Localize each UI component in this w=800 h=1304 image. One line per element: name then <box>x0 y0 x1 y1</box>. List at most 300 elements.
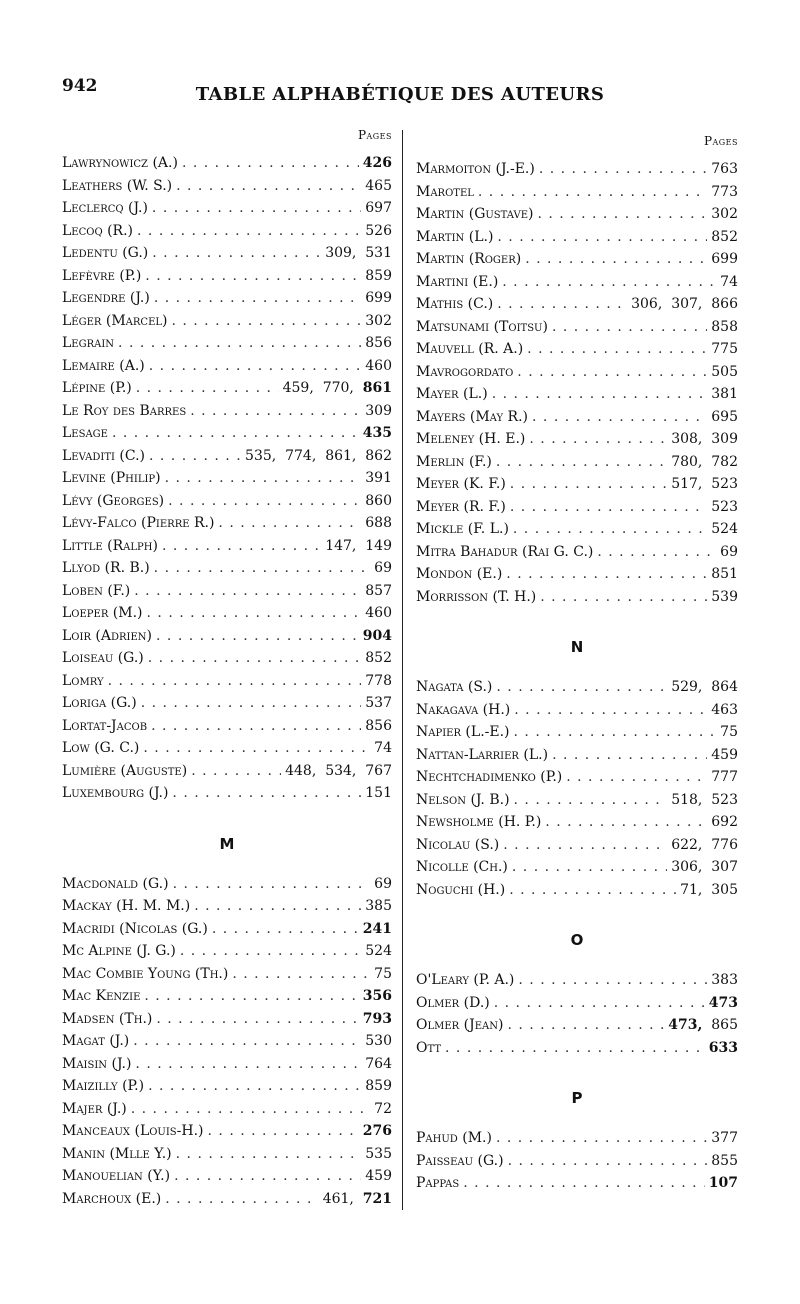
dot-leader <box>134 580 361 603</box>
page-refs <box>285 760 392 783</box>
index-entry <box>62 1053 392 1076</box>
dot-leader <box>148 1075 361 1098</box>
page-refs <box>720 271 738 294</box>
author-name: Lemaire (A.) <box>62 357 145 374</box>
page-ref: 858 <box>711 318 738 335</box>
index-entry <box>416 744 738 767</box>
page-refs <box>365 715 392 738</box>
dot-leader <box>512 856 667 879</box>
author-name: Luxembourg (J.) <box>62 785 169 801</box>
page-ref: 381 <box>711 386 738 402</box>
dot-leader <box>597 541 716 564</box>
dot-leader <box>112 422 359 445</box>
page-ref: 391 <box>365 470 392 486</box>
page-ref: 306, <box>631 296 663 312</box>
dot-leader <box>152 242 321 265</box>
page-refs <box>365 197 392 220</box>
page-refs <box>245 445 392 468</box>
page-ref: 72 <box>374 1100 392 1117</box>
page-refs <box>671 473 738 496</box>
dot-leader <box>507 1014 664 1037</box>
dot-leader <box>182 152 359 175</box>
dot-leader <box>492 383 708 406</box>
dot-leader <box>143 737 370 760</box>
index-entry <box>62 242 392 265</box>
dot-leader <box>513 518 707 541</box>
index-entry <box>416 856 738 879</box>
page-refs <box>711 1127 738 1150</box>
page-ref: 306, <box>671 859 703 875</box>
page-ref: 692 <box>711 814 738 830</box>
index-entry <box>62 310 392 333</box>
dot-leader <box>514 699 707 722</box>
page-ref: 904 <box>362 627 392 644</box>
index-entry <box>62 1075 392 1098</box>
page-ref: 531 <box>365 245 392 261</box>
dot-leader <box>494 992 705 1015</box>
page-refs <box>365 1143 392 1166</box>
dot-leader <box>133 1030 361 1053</box>
page-ref: 302 <box>711 206 738 222</box>
index-entry <box>62 1143 392 1166</box>
index-entry <box>62 400 392 423</box>
page-ref: 377 <box>711 1130 738 1146</box>
page-ref: 699 <box>711 251 738 267</box>
page-ref: 517, <box>671 476 703 492</box>
author-name: Leclercq (J.) <box>62 200 148 216</box>
index-entry <box>62 1030 392 1053</box>
index-entry <box>62 692 392 715</box>
dot-leader <box>514 789 668 812</box>
entry-list <box>416 969 738 1059</box>
author-name: Le Roy des Barres <box>62 402 187 419</box>
index-entry <box>62 557 392 580</box>
entry-list <box>416 1127 738 1195</box>
dot-leader <box>506 563 707 586</box>
page-ref: 773 <box>711 183 738 200</box>
left-column <box>62 128 392 1210</box>
dot-leader <box>172 782 361 805</box>
page-ref: 459 <box>711 746 738 763</box>
page-refs <box>365 692 392 715</box>
page-refs <box>711 496 738 519</box>
index-entry <box>416 248 738 271</box>
author-name: Meleney (H. E.) <box>416 431 526 447</box>
author-name: Nicolle (Ch.) <box>416 859 508 875</box>
dot-leader <box>525 248 707 271</box>
page-ref: 764 <box>365 1055 392 1072</box>
index-entry <box>416 789 738 812</box>
page-ref: 309, <box>325 245 357 261</box>
author-name: Olmer (D.) <box>416 994 490 1011</box>
index-entry <box>62 355 392 378</box>
author-name: Loben (F.) <box>62 582 131 599</box>
entry-list <box>62 152 392 805</box>
dot-leader <box>552 744 707 767</box>
index-entry <box>416 1014 738 1037</box>
index-entry <box>416 383 738 406</box>
page-refs <box>711 361 738 384</box>
page-ref: 308, <box>671 431 703 447</box>
dot-leader <box>131 1098 370 1121</box>
author-name: Lépine (P.) <box>62 380 132 396</box>
index-entry <box>416 293 738 316</box>
author-name: Nechtchadimenko (P.) <box>416 769 563 785</box>
index-entry <box>62 647 392 670</box>
page-title: TABLE ALPHABÉTIQUE DES AUTEURS <box>195 84 605 105</box>
index-entry <box>62 580 392 603</box>
page-refs <box>325 535 392 558</box>
index-entry <box>62 152 392 175</box>
author-name: Maisin (J.) <box>62 1055 132 1072</box>
page-ref: 74 <box>374 740 392 756</box>
author-name: Ott <box>416 1039 442 1056</box>
author-name: Marchoux (E.) <box>62 1190 162 1207</box>
page-refs <box>711 383 738 406</box>
page-ref: 465 <box>365 177 392 194</box>
page-refs <box>365 467 392 490</box>
section-letter-m: M <box>219 834 235 853</box>
dot-leader <box>162 535 321 558</box>
page-ref: 535, <box>245 447 277 464</box>
index-entry <box>62 918 392 941</box>
dot-leader <box>208 1120 359 1143</box>
page-refs <box>365 895 392 918</box>
dot-leader <box>141 692 362 715</box>
author-name: Lévy-Falco (Pierre R.) <box>62 515 215 531</box>
index-entry <box>62 332 392 355</box>
author-name: Pahud (M.) <box>416 1130 492 1146</box>
page-refs <box>374 1098 392 1121</box>
page-refs <box>668 1014 738 1037</box>
entry-list <box>62 873 392 1211</box>
page-refs <box>365 265 392 288</box>
page-ref: 777 <box>711 769 738 785</box>
page-ref: 307 <box>711 859 738 875</box>
page-refs <box>365 400 392 423</box>
page-ref: 861, <box>325 447 357 464</box>
page-ref: 473, <box>668 1017 703 1033</box>
dot-leader <box>508 1150 708 1173</box>
page-ref: 276 <box>362 1123 392 1139</box>
section-letter-o: O <box>570 931 584 949</box>
page-refs <box>709 1172 738 1195</box>
index-entry <box>62 1008 392 1031</box>
author-name: Marotel <box>416 183 474 200</box>
author-name: Martin (L.) <box>416 228 494 245</box>
page-refs <box>671 451 738 474</box>
page-refs <box>365 647 392 670</box>
author-name: Merlin (F.) <box>416 453 492 470</box>
page-ref: 302 <box>365 312 392 329</box>
author-name: Mayer (L.) <box>416 386 488 402</box>
index-entry <box>416 1172 738 1195</box>
author-name: Madsen (Th.) <box>62 1010 153 1027</box>
page-refs <box>365 602 392 625</box>
author-name: Loeper (M.) <box>62 605 143 621</box>
author-name: Loiseau (G.) <box>62 650 144 666</box>
index-entry <box>416 811 738 834</box>
page-ref: 426 <box>362 155 392 171</box>
page-refs <box>363 1008 392 1031</box>
page-ref: 855 <box>711 1152 738 1169</box>
author-name: Ledentu (G.) <box>62 245 149 261</box>
page-ref: 385 <box>365 898 392 914</box>
dot-leader <box>176 175 361 198</box>
page-refs <box>631 293 738 316</box>
author-name: Loir (Adrien) <box>62 627 153 644</box>
author-name: Manin (Mlle Y.) <box>62 1145 172 1162</box>
right-column <box>416 134 738 1195</box>
author-name: Maizilly (P.) <box>62 1078 145 1094</box>
dot-leader <box>145 265 361 288</box>
index-entry <box>62 873 392 896</box>
dot-leader <box>135 1053 361 1076</box>
entry-list <box>416 158 738 608</box>
page-refs <box>671 676 738 699</box>
page-ref: 518, <box>671 791 703 808</box>
index-entry <box>416 1037 738 1060</box>
dot-leader <box>137 220 361 243</box>
dot-leader <box>539 158 707 181</box>
dot-leader <box>218 512 361 535</box>
index-entry <box>416 518 738 541</box>
author-name: Martini (E.) <box>416 273 499 290</box>
dot-leader <box>537 203 707 226</box>
index-entry <box>62 287 392 310</box>
index-entry <box>62 445 392 468</box>
page-ref: 523 <box>711 498 738 515</box>
dot-leader <box>191 760 281 783</box>
author-name: Nakagava (H.) <box>416 701 511 718</box>
author-name: Mavrogordato <box>416 363 514 380</box>
page-refs <box>711 1150 738 1173</box>
page-ref: 107 <box>708 1175 738 1191</box>
author-name: Mickle (F. L.) <box>416 521 509 537</box>
author-name: Mondon (E.) <box>416 566 503 582</box>
page-ref: 435 <box>362 425 392 441</box>
page-refs <box>365 220 392 243</box>
index-entry <box>62 1188 392 1211</box>
dot-leader <box>540 586 707 609</box>
page-ref: 149 <box>365 537 392 554</box>
dot-leader <box>144 985 358 1008</box>
author-name: Lumière (Auguste) <box>62 762 188 779</box>
page-ref: 775 <box>711 341 738 357</box>
page-ref: 851 <box>711 566 738 582</box>
dot-leader <box>503 834 667 857</box>
index-entry <box>62 940 392 963</box>
dot-leader <box>176 1143 362 1166</box>
page-ref: 383 <box>711 972 738 988</box>
author-name: Nicolau (S.) <box>416 836 500 853</box>
page-ref: 774, <box>285 447 317 464</box>
dot-leader <box>445 1037 705 1060</box>
dot-leader <box>171 310 361 333</box>
page-ref: 782 <box>711 453 738 470</box>
page-ref: 622, <box>671 836 703 853</box>
page-ref: 721 <box>362 1190 392 1207</box>
page-refs <box>374 557 392 580</box>
author-name: Legrain <box>62 335 115 351</box>
author-name: Lawrynowicz (A.) <box>62 155 178 171</box>
page-ref: 524 <box>711 521 738 537</box>
author-name: Marmoiton (J.-E.) <box>416 161 535 177</box>
page-ref: 793 <box>362 1010 392 1027</box>
page-refs <box>365 580 392 603</box>
index-entry <box>62 265 392 288</box>
dot-leader <box>527 338 707 361</box>
page-ref: 861 <box>362 380 392 396</box>
page-refs <box>365 512 392 535</box>
index-entry <box>416 992 738 1015</box>
page-ref: 524 <box>365 943 392 959</box>
page-ref: 461, <box>322 1190 354 1207</box>
index-entry <box>62 625 392 648</box>
author-name: Lortat-Jacob <box>62 717 148 734</box>
index-entry <box>416 316 738 339</box>
page-refs <box>711 158 738 181</box>
dot-leader <box>545 811 707 834</box>
page-ref: 530 <box>365 1033 392 1049</box>
page-refs <box>365 1075 392 1098</box>
dot-leader <box>136 377 279 400</box>
dot-leader <box>156 1008 358 1031</box>
page-refs <box>365 175 392 198</box>
dot-leader <box>463 1172 705 1195</box>
page-refs <box>711 766 738 789</box>
page-ref: 523 <box>711 476 738 492</box>
dot-leader <box>194 895 361 918</box>
page-refs <box>680 879 738 902</box>
page-ref: 856 <box>365 717 392 734</box>
page-refs <box>283 377 392 400</box>
index-entry <box>62 422 392 445</box>
page-refs <box>365 287 392 310</box>
page-refs <box>711 406 738 429</box>
entry-list <box>416 676 738 901</box>
dot-leader <box>518 969 707 992</box>
page-ref: 633 <box>708 1039 738 1056</box>
index-entry <box>62 760 392 783</box>
index-entry <box>62 737 392 760</box>
dot-leader <box>496 1127 707 1150</box>
page-refs <box>363 1120 392 1143</box>
index-entry <box>62 175 392 198</box>
page-number: 942 <box>62 76 98 96</box>
index-entry <box>416 1150 738 1173</box>
page-ref: 852 <box>365 650 392 666</box>
page-ref: 859 <box>365 1078 392 1094</box>
page-ref: 852 <box>711 228 738 245</box>
page-refs <box>363 152 392 175</box>
section-letter-n: N <box>570 638 584 656</box>
page-refs <box>365 782 392 805</box>
dot-leader <box>532 406 707 429</box>
author-name: Lefèvre (P.) <box>62 267 142 284</box>
dot-leader <box>165 467 362 490</box>
page-refs <box>365 940 392 963</box>
page-refs <box>365 1053 392 1076</box>
pages-header: Pages <box>357 128 392 142</box>
dot-leader <box>118 332 361 355</box>
page-ref: 860 <box>365 492 392 509</box>
index-entry <box>416 563 738 586</box>
author-name: Lecoq (R.) <box>62 222 134 239</box>
page-refs <box>711 518 738 541</box>
page-refs <box>363 625 392 648</box>
page-ref: 460 <box>365 605 392 621</box>
dot-leader <box>496 676 667 699</box>
dot-leader <box>156 625 359 648</box>
dot-leader <box>212 918 359 941</box>
author-name: Macdonald (G.) <box>62 875 169 892</box>
index-entry <box>62 467 392 490</box>
page-ref: 74 <box>720 273 738 290</box>
page-refs <box>711 203 738 226</box>
page-ref: 770, <box>322 380 354 396</box>
dot-leader <box>148 647 362 670</box>
author-name: Levine (Philip) <box>62 470 161 486</box>
page-refs <box>711 338 738 361</box>
index-entry <box>416 834 738 857</box>
page-ref: 537 <box>365 695 392 711</box>
page-refs <box>363 985 392 1008</box>
page-ref: 535 <box>365 1145 392 1162</box>
dot-leader <box>165 1188 318 1211</box>
page-refs <box>365 355 392 378</box>
index-entry <box>62 377 392 400</box>
index-entry <box>416 158 738 181</box>
index-entry <box>416 586 738 609</box>
pages-header: Pages <box>703 134 738 148</box>
dot-leader <box>147 602 362 625</box>
dot-leader <box>552 316 707 339</box>
dot-leader <box>151 715 361 738</box>
index-entry <box>416 338 738 361</box>
index-entry <box>62 220 392 243</box>
author-name: Nattan-Larrier (L.) <box>416 746 549 763</box>
page-ref: 856 <box>365 335 392 351</box>
index-entry <box>62 782 392 805</box>
page-ref: 463 <box>711 701 738 718</box>
page-refs <box>323 1188 392 1211</box>
index-entry <box>416 473 738 496</box>
dot-leader <box>502 271 716 294</box>
page-ref: 75 <box>374 965 392 982</box>
page-ref: 241 <box>362 920 392 937</box>
page-ref: 865 <box>711 1017 738 1033</box>
page-refs <box>365 1030 392 1053</box>
page-ref: 307, <box>671 296 703 312</box>
index-entry <box>62 197 392 220</box>
dot-leader <box>173 873 371 896</box>
page-ref: 697 <box>365 200 392 216</box>
author-name: Léger (Marcel) <box>62 312 168 329</box>
page-refs <box>711 316 738 339</box>
author-name: Lomry <box>62 672 104 689</box>
page-refs <box>720 721 738 744</box>
index-entry <box>416 451 738 474</box>
page-ref: 460 <box>365 357 392 374</box>
index-entry <box>62 1120 392 1143</box>
page-ref: 763 <box>711 161 738 177</box>
page-ref: 534, <box>325 762 357 779</box>
author-name: Nelson (J. B.) <box>416 791 510 808</box>
author-name: Mauvell (R. A.) <box>416 341 524 357</box>
dot-leader <box>514 721 717 744</box>
page-refs <box>671 428 738 451</box>
